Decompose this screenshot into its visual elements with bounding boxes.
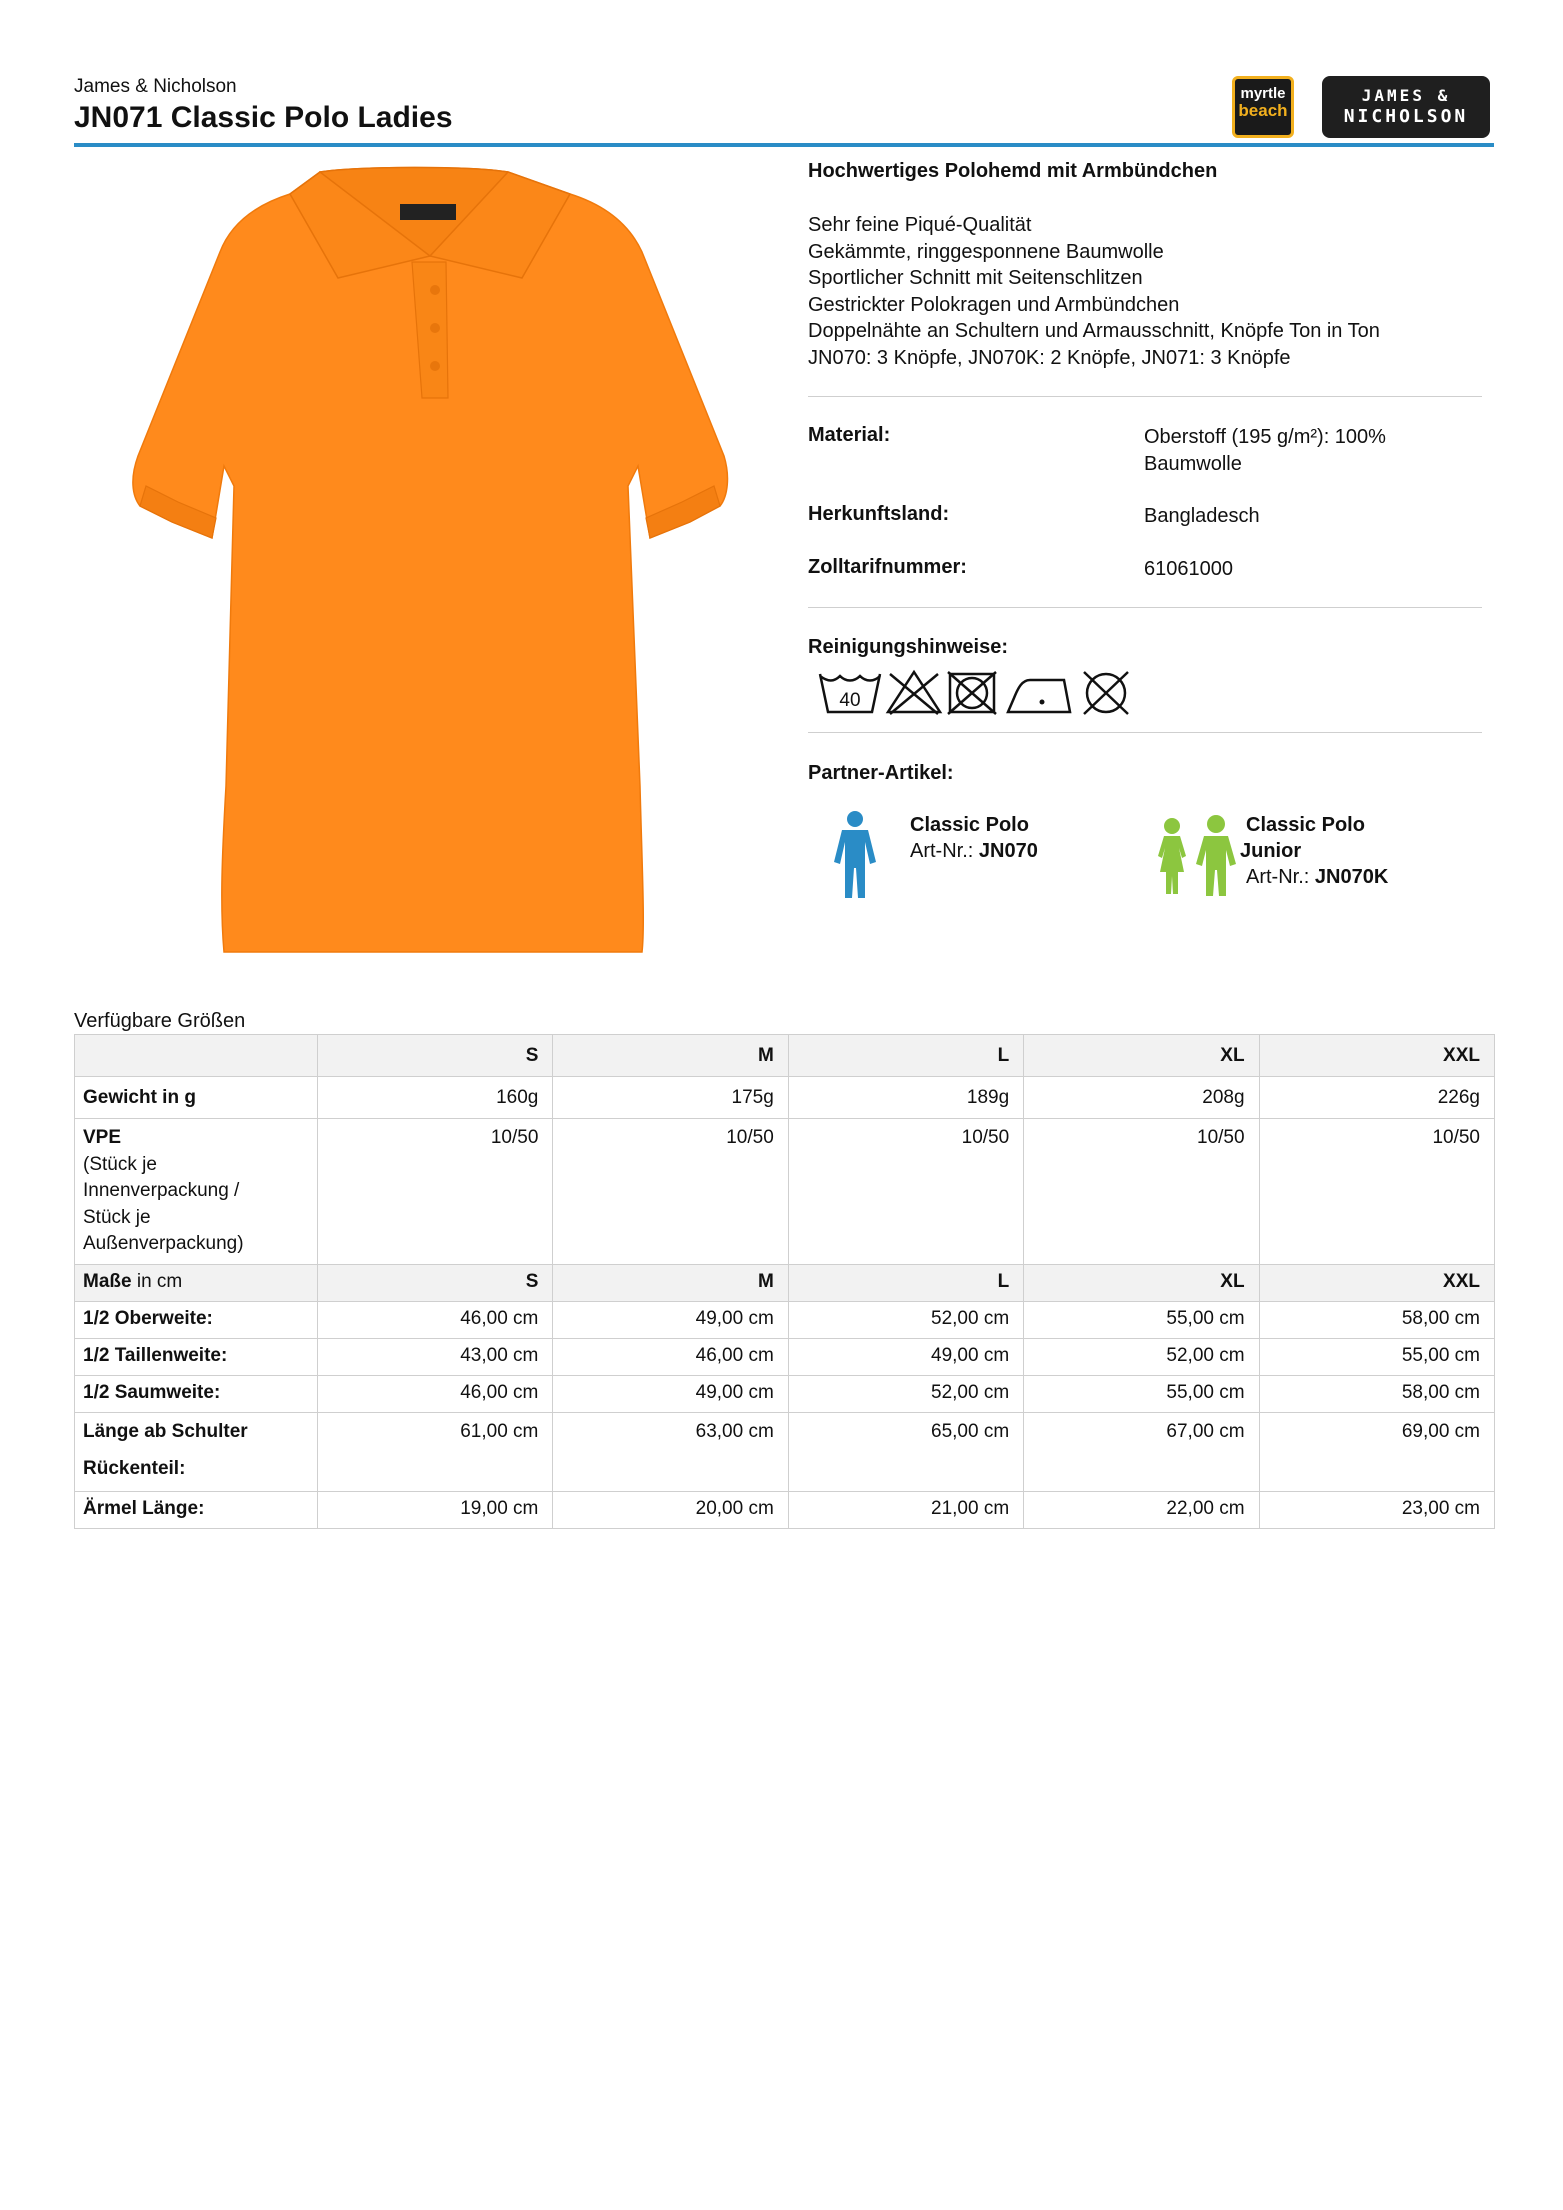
- size-header: S: [318, 1265, 553, 1302]
- material-label: Material:: [808, 424, 891, 446]
- table-row: [75, 1376, 1495, 1413]
- measure-cell: 22,00 cm: [1024, 1492, 1259, 1529]
- measure-cell: 55,00 cm: [1024, 1302, 1259, 1339]
- james-nicholson-logo: [1322, 76, 1490, 138]
- material-value: Oberstoff (195 g/m²): 100% Baumwolle: [1144, 426, 1386, 475]
- measure-cell: 52,00 cm: [788, 1376, 1023, 1413]
- table-row: [75, 1035, 1495, 1077]
- logo-jn-text-1: JAMES &: [1361, 86, 1451, 105]
- partner-name: Classic Polo: [910, 814, 1029, 836]
- page-title: JN071 Classic Polo Ladies: [74, 101, 453, 134]
- brand-name: James & Nicholson: [74, 76, 237, 97]
- row-label-line: Länge ab Schulter: [83, 1421, 248, 1442]
- vpe-sub-line: Stück je: [83, 1206, 151, 1228]
- row-label: 1/2 Oberweite:: [75, 1302, 318, 1339]
- vpe-sub-line: Innenverpackung /: [83, 1180, 240, 1201]
- no-tumble-dry-icon: [948, 672, 996, 714]
- measure-cell: 43,00 cm: [318, 1339, 553, 1376]
- weight-cell: 189g: [788, 1077, 1023, 1119]
- partner-art-prefix: Art-Nr.:: [1246, 866, 1315, 888]
- row-label-vpe: [75, 1119, 318, 1265]
- feature-item: Doppelnähte an Schultern und Armausschnitt, Knöpfe Ton in Ton: [808, 320, 1380, 342]
- measure-cell: 49,00 cm: [553, 1302, 788, 1339]
- measure-cell: 46,00 cm: [318, 1302, 553, 1339]
- row-label: 1/2 Taillenweite:: [75, 1339, 318, 1376]
- partner-art-number: JN070: [978, 840, 1038, 862]
- weight-cell: 175g: [553, 1077, 788, 1119]
- size-header: M: [553, 1035, 788, 1077]
- table-row: [75, 1265, 1495, 1302]
- row-label: [75, 1413, 318, 1492]
- measure-cell: 67,00 cm: [1024, 1413, 1259, 1492]
- partner-name: Classic Polo: [1246, 814, 1365, 836]
- weight-cell: 160g: [318, 1077, 553, 1119]
- product-image-polo-shirt: [130, 166, 730, 958]
- partner-art-prefix: Art-Nr.:: [910, 840, 979, 862]
- no-bleach-icon: [888, 672, 940, 714]
- row-label-line: Rückenteil:: [83, 1458, 186, 1479]
- row-label: 1/2 Saumweite:: [75, 1376, 318, 1413]
- table-row: [75, 1339, 1495, 1376]
- section-divider: [808, 607, 1482, 608]
- measure-cell: 58,00 cm: [1259, 1376, 1494, 1413]
- measure-cell: 19,00 cm: [318, 1492, 553, 1529]
- children-figures-icon: [1152, 814, 1240, 898]
- vpe-cell: 10/50: [318, 1119, 553, 1265]
- measure-cell: 20,00 cm: [553, 1492, 788, 1529]
- vpe-cell: 10/50: [1259, 1119, 1494, 1265]
- measure-cell: 46,00 cm: [318, 1376, 553, 1413]
- weight-cell: 226g: [1259, 1077, 1494, 1119]
- partner-item-jn070k[interactable]: [1152, 808, 1492, 898]
- measure-cell: 61,00 cm: [318, 1413, 553, 1492]
- measure-cell: 49,00 cm: [553, 1376, 788, 1413]
- measure-cell: 58,00 cm: [1259, 1302, 1494, 1339]
- size-header: S: [318, 1035, 553, 1077]
- size-header: XL: [1024, 1265, 1259, 1302]
- feature-list: [808, 212, 1380, 371]
- partner-heading: Partner-Artikel:: [808, 762, 954, 784]
- iron-low-icon: [1008, 680, 1070, 712]
- size-header: L: [788, 1265, 1023, 1302]
- logo-jn-text-2: NICHOLSON: [1343, 106, 1469, 127]
- row-label: Gewicht in g: [75, 1077, 318, 1119]
- no-dry-clean-icon: [1084, 672, 1128, 714]
- feature-item: JN070: 3 Knöpfe, JN070K: 2 Knöpfe, JN071: 3 Knöpfe: [808, 346, 1291, 369]
- origin-label: Herkunftsland:: [808, 503, 950, 525]
- size-header: XXL: [1259, 1035, 1494, 1077]
- table-row: [75, 1413, 1495, 1492]
- measure-cell: 49,00 cm: [788, 1339, 1023, 1376]
- table-row: [75, 1302, 1495, 1339]
- table-row: [75, 1119, 1495, 1265]
- vpe-cell: 10/50: [1024, 1119, 1259, 1265]
- size-header: L: [788, 1035, 1023, 1077]
- measure-cell: 46,00 cm: [553, 1339, 788, 1376]
- vpe-cell: 10/50: [553, 1119, 788, 1265]
- row-label-measures: [75, 1265, 318, 1302]
- measure-cell: 52,00 cm: [788, 1302, 1023, 1339]
- logo-myrtle-text-1: myrtle: [1240, 85, 1286, 102]
- header-divider: [74, 143, 1494, 147]
- vpe-sub-line: Außenverpackung): [83, 1233, 244, 1254]
- measure-cell: 55,00 cm: [1024, 1376, 1259, 1413]
- feature-item: Sehr feine Piqué-Qualität: [808, 214, 1032, 236]
- partner-art-line: [910, 838, 1170, 864]
- size-header: XL: [1024, 1035, 1259, 1077]
- care-symbols: [818, 668, 1148, 720]
- measure-cell: 63,00 cm: [553, 1413, 788, 1492]
- row-label: Ärmel Länge:: [75, 1492, 318, 1529]
- adult-figure-icon: [832, 810, 878, 900]
- tariff-value: 61061000: [1144, 558, 1233, 580]
- wash-40-icon: [820, 674, 880, 712]
- measure-cell: 21,00 cm: [788, 1492, 1023, 1529]
- measure-cell: 69,00 cm: [1259, 1413, 1494, 1492]
- origin-value: Bangladesch: [1144, 505, 1260, 527]
- partner-art-number: JN070K: [1314, 866, 1389, 888]
- size-header: XXL: [1259, 1265, 1494, 1302]
- sizes-heading: Verfügbare Größen: [74, 1010, 246, 1032]
- vpe-sub-line: (Stück je: [83, 1153, 157, 1175]
- product-intro: Hochwertiges Polohemd mit Armbündchen: [808, 160, 1218, 182]
- feature-item: Sportlicher Schnitt mit Seitenschlitzen: [808, 267, 1143, 289]
- tariff-label: Zolltarifnummer:: [808, 556, 967, 578]
- size-table: [74, 1034, 1495, 1529]
- size-header: M: [553, 1265, 788, 1302]
- table-cell: [75, 1035, 318, 1077]
- measure-cell: 65,00 cm: [788, 1413, 1023, 1492]
- vpe-label: VPE: [83, 1127, 122, 1148]
- measure-cell: 52,00 cm: [1024, 1339, 1259, 1376]
- logo-myrtle-text-2: beach: [1238, 101, 1288, 120]
- table-row: [75, 1492, 1495, 1529]
- table-row: [75, 1077, 1495, 1119]
- partner-art-line: [1246, 864, 1492, 890]
- section-divider: [808, 732, 1482, 733]
- feature-item: Gekämmte, ringgesponnene Baumwolle: [808, 240, 1164, 263]
- measures-label-rest: in cm: [131, 1271, 183, 1292]
- measures-label-bold: Maße: [83, 1271, 132, 1292]
- weight-cell: 208g: [1024, 1077, 1259, 1119]
- vpe-cell: 10/50: [788, 1119, 1023, 1265]
- measure-cell: 55,00 cm: [1259, 1339, 1494, 1376]
- care-heading: Reinigungshinweise:: [808, 636, 1009, 658]
- wash-temp: 40: [839, 690, 861, 711]
- section-divider: [808, 396, 1482, 397]
- measure-cell: 23,00 cm: [1259, 1492, 1494, 1529]
- partner-item-jn070[interactable]: [832, 808, 1172, 898]
- feature-item: Gestrickter Polokragen und Armbündchen: [808, 293, 1180, 316]
- partner-name-line2: Junior: [1240, 840, 1302, 862]
- myrtle-beach-logo: [1232, 76, 1294, 138]
